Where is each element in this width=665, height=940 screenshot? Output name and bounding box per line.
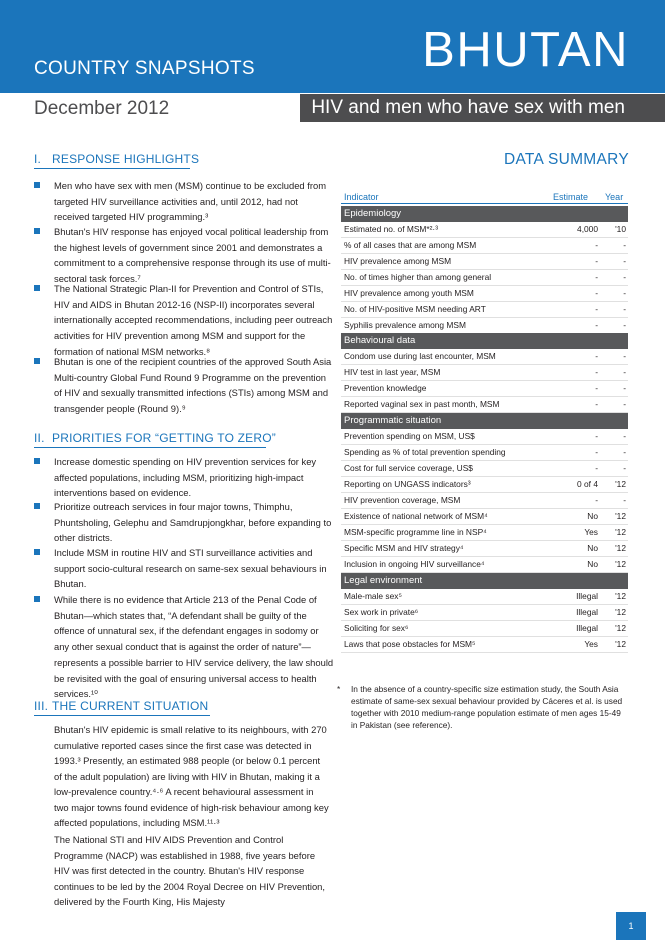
indicator-cell: Reported vaginal sex in past month, MSM — [344, 399, 500, 409]
estimate-cell: - — [595, 256, 598, 266]
indicator-cell: Soliciting for sex⁶ — [344, 623, 409, 633]
table-row — [341, 637, 628, 653]
table-row — [341, 477, 628, 493]
estimate-cell: Yes — [584, 639, 598, 649]
estimate-cell: - — [595, 463, 598, 473]
table-row — [341, 493, 628, 509]
data-summary-footnote — [337, 683, 628, 731]
bullet-square-icon — [34, 358, 40, 364]
table-row — [341, 318, 628, 334]
section-number: I. — [34, 152, 42, 166]
indicator-cell: Syphilis prevalence among MSM — [344, 320, 466, 330]
year-cell: '12 — [615, 639, 626, 649]
indicator-cell: MSM-specific programme line in NSP⁴ — [344, 527, 487, 537]
bullet-square-icon — [34, 458, 40, 464]
page-number: 1 — [616, 912, 646, 940]
indicator-cell: No. of times higher than among general — [344, 272, 492, 282]
estimate-cell: - — [595, 288, 598, 298]
year-cell: '12 — [615, 559, 626, 569]
bullet-text: While there is no evidence that Article 213 of the Penal Code of Bhutan—which states that, “A defendant shall be guilty of the offence of unnatural sex, if the defendant engages in sodomy or any other sexual conduct that is against the order of nature”—represents a possible barrier to HIV service delivery, the law should be revisited with the goal of ensuring universal access to health services.¹⁰ — [54, 594, 334, 700]
bullet-text: Bhutan is one of the recipient countries of the approved South Asia Multi-country Global Fund Round 9 Programme on the prevention of HIV and sexually transmitted infections (STIs) among MSM and transgender people (Round 9).⁹ — [54, 356, 332, 415]
series-title: COUNTRY SNAPSHOTS — [34, 58, 255, 79]
table-row — [341, 302, 628, 318]
category-header-epidemiology: Epidemiology — [341, 206, 628, 222]
indicator-cell: HIV prevalence among youth MSM — [344, 288, 474, 298]
year-cell: - — [623, 447, 626, 457]
table-row — [341, 286, 628, 302]
indicator-cell: No. of HIV-positive MSM needing ART — [344, 304, 486, 314]
indicator-cell: Spending as % of total prevention spending — [344, 447, 506, 457]
table-row — [341, 365, 628, 381]
year-cell: - — [623, 304, 626, 314]
body-paragraph: The National STI and HIV AIDS Prevention and Control Programme (NACP) was established in 1988, five years before HIV was first detected in the country. Bhutan's HIV response continues to be led by the 2004 Royal Decree on HIV Prevention, delivered by the Fourth King, His Majesty — [54, 834, 326, 907]
estimate-cell: - — [595, 383, 598, 393]
year-cell: - — [623, 320, 626, 330]
estimate-cell: Illegal — [576, 591, 598, 601]
bullet-text: The National Strategic Plan-II for Prevention and Control of STIs, HIV and AIDS in Bhutan 2012-16 (NSP-II) incorporates several internationally accepted recommendations, including peer outreach activities for HIV prevention among MSM and support for the formation of national MSM networks.⁸ — [54, 283, 333, 357]
indicator-cell: Sex work in private⁶ — [344, 607, 419, 617]
estimate-cell: - — [595, 320, 598, 330]
estimate-cell: Illegal — [576, 607, 598, 617]
year-cell: - — [623, 495, 626, 505]
bullet-square-icon — [34, 228, 40, 234]
bullet-text: Include MSM in routine HIV and STI surveillance activities and support socio-cultural research on same-sex sexual behaviours in Bhutan. — [54, 547, 327, 590]
indicator-cell: Specific MSM and HIV strategy⁴ — [344, 543, 464, 553]
bullet-square-icon — [34, 182, 40, 188]
indicator-cell: Prevention knowledge — [344, 383, 427, 393]
year-cell: - — [623, 367, 626, 377]
year-cell: - — [623, 272, 626, 282]
section-rule — [34, 447, 266, 448]
estimate-cell: No — [587, 511, 598, 521]
estimate-cell: 4,000 — [577, 224, 598, 234]
year-cell: '12 — [615, 623, 626, 633]
estimate-cell: - — [595, 399, 598, 409]
indicator-cell: Condom use during last encounter, MSM — [344, 351, 496, 361]
bullet-text: Prioritize outreach services in four major towns, Thimphu, Phuntsholing, Gelephu and Samdrupjongkhar, before expanding to other districts. — [54, 501, 332, 544]
data-summary-title: DATA SUMMARY — [503, 151, 629, 168]
indicator-cell: HIV test in last year, MSM — [344, 367, 441, 377]
column-header-estimate: Estimate — [553, 192, 589, 202]
year-cell: - — [623, 399, 626, 409]
section-title: THE CURRENT SITUATION — [52, 699, 209, 713]
table-row — [341, 254, 628, 270]
bullet-square-icon — [34, 549, 40, 555]
bullet-text: Increase domestic spending on HIV prevention services for key affected populations, including MSM, prioritizing high-impact interventions based on evidence. — [54, 456, 317, 499]
estimate-cell: 0 of 4 — [577, 479, 598, 489]
table-row — [341, 429, 628, 445]
table-row — [341, 525, 628, 541]
table-row — [341, 270, 628, 286]
indicator-cell: Inclusion in ongoing HIV surveillance⁴ — [344, 559, 485, 569]
estimate-cell: - — [595, 351, 598, 361]
section-heading-response-highlights — [34, 152, 199, 166]
year-cell: - — [623, 383, 626, 393]
estimate-cell: Illegal — [576, 623, 598, 633]
table-row — [341, 349, 628, 365]
table-row — [341, 605, 628, 621]
estimate-cell: - — [595, 240, 598, 250]
year-cell: '10 — [615, 224, 626, 234]
year-cell: - — [623, 256, 626, 266]
section-rule — [34, 168, 190, 169]
estimate-cell: - — [595, 495, 598, 505]
table-row — [341, 445, 628, 461]
indicator-cell: Reporting on UNGASS indicators³ — [344, 479, 471, 489]
indicator-cell: HIV prevalence among MSM — [344, 256, 452, 266]
table-row — [341, 509, 628, 525]
publication-date: December 2012 — [34, 98, 170, 119]
estimate-cell: No — [587, 559, 598, 569]
year-cell: '12 — [615, 479, 626, 489]
estimate-cell: - — [595, 447, 598, 457]
table-row — [341, 557, 628, 573]
bullet-square-icon — [34, 285, 40, 291]
year-cell: - — [623, 351, 626, 361]
indicator-cell: Male-male sex⁵ — [344, 591, 402, 601]
estimate-cell: - — [595, 367, 598, 377]
bullet-text: Bhutan's HIV response has enjoyed vocal political leadership from the highest levels of government since 2001 and demonstrates a commitment to a comprehensive response through its use of multi-sectoral task forces.⁷ — [54, 226, 331, 285]
column-header-year: Year — [605, 192, 624, 202]
category-header-behavioural-data: Behavioural data — [341, 333, 628, 349]
year-cell: '12 — [615, 511, 626, 521]
indicator-cell: Prevention spending on MSM, US$ — [344, 431, 475, 441]
column-header-indicator: Indicator — [344, 192, 379, 202]
table-row — [341, 381, 628, 397]
section-heading-priorities — [34, 431, 276, 445]
estimate-cell: - — [595, 272, 598, 282]
body-paragraph: Bhutan's HIV epidemic is small relative to its neighbours, with 270 cumulative reported cases since the first case was detected in 1993.³ Presently, an estimated 988 people (or below 0.1 percent of the adult population) are living with HIV in Bhutan, making it a low-prevalence country.⁴·⁶ A recent behavioural assessment in two major towns found evidence of high-risk behaviour among key affected populations, including MSM.¹¹·³ — [54, 724, 329, 828]
year-cell: - — [623, 288, 626, 298]
indicator-cell: HIV prevention coverage, MSM — [344, 495, 461, 505]
topic-title: HIV and men who have sex with men — [311, 97, 625, 118]
bullet-square-icon — [34, 503, 40, 509]
table-row — [341, 461, 628, 477]
indicator-cell: Existence of national network of MSM⁴ — [344, 511, 488, 521]
year-cell: '12 — [615, 527, 626, 537]
indicator-cell: % of all cases that are among MSM — [344, 240, 477, 250]
year-cell: '12 — [615, 607, 626, 617]
topic-bar — [300, 94, 665, 122]
table-row — [341, 589, 628, 605]
table-row — [341, 621, 628, 637]
table-row — [341, 238, 628, 254]
estimate-cell: Yes — [584, 527, 598, 537]
section-number: III. — [34, 699, 49, 713]
category-header-legal-environment: Legal environment — [341, 573, 628, 589]
estimate-cell: - — [595, 304, 598, 314]
table-header-rule — [341, 203, 628, 204]
year-cell: - — [623, 240, 626, 250]
section-heading-current-situation — [34, 699, 208, 713]
footnote-text: In the absence of a country-specific size estimation study, the South Asia estimate of same-sex sexual behaviour provided by Cáceres et al. is used together with 2010 medium-range population estimate of men ages 15-49 in Pakistan (see reference). — [351, 684, 623, 730]
section-title: RESPONSE HIGHLIGHTS — [52, 152, 200, 166]
table-row — [341, 397, 628, 413]
indicator-cell: Cost for full service coverage, US$ — [344, 463, 473, 473]
year-cell: '12 — [615, 543, 626, 553]
bullet-square-icon — [34, 596, 40, 602]
bullet-text: Men who have sex with men (MSM) continue to be excluded from targeted HIV surveillance activities and, until 2012, had not received targeted HIV programming.³ — [54, 180, 326, 223]
section-number: II. — [34, 431, 45, 445]
estimate-cell: - — [595, 431, 598, 441]
section-rule — [34, 715, 210, 716]
year-cell: - — [623, 463, 626, 473]
table-row — [341, 222, 628, 238]
year-cell: '12 — [615, 591, 626, 601]
indicator-cell: Laws that pose obstacles for MSM⁵ — [344, 639, 476, 649]
category-header-programmatic-situation: Programmatic situation — [341, 413, 628, 429]
year-cell: - — [623, 431, 626, 441]
header-banner — [0, 0, 665, 93]
indicator-cell: Estimated no. of MSM*²·³ — [344, 224, 439, 234]
section-title: PRIORITIES FOR “GETTING TO ZERO” — [52, 431, 276, 445]
country-title: BHUTAN — [422, 23, 629, 77]
estimate-cell: No — [587, 543, 598, 553]
table-row — [341, 541, 628, 557]
footnote-marker: * — [337, 684, 341, 694]
